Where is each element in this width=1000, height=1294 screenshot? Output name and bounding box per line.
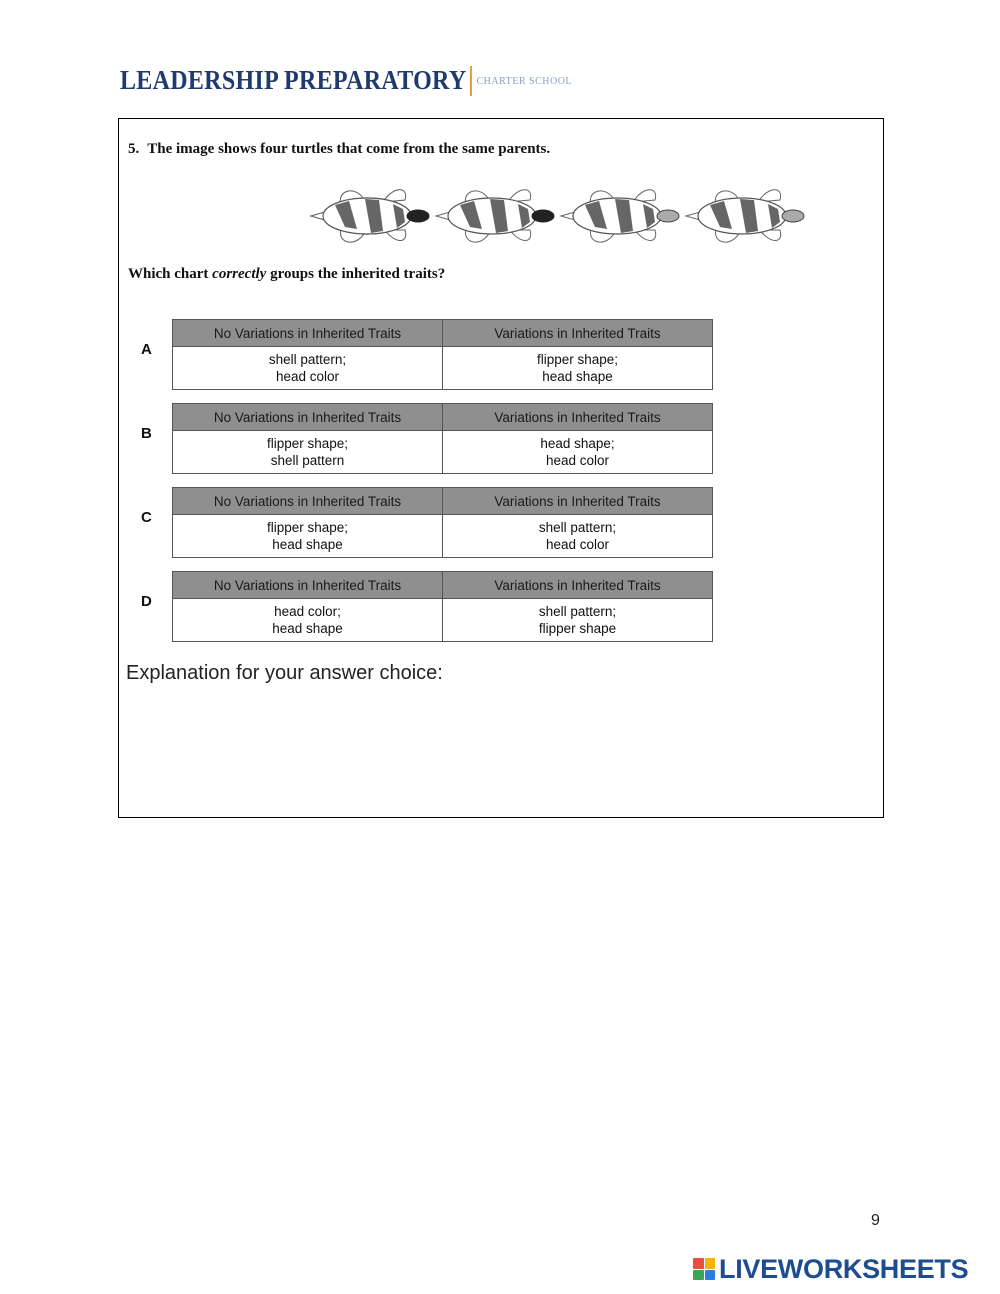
- trait-text: flipper shape;: [266, 436, 349, 451]
- trait-text: flipper shape;: [266, 520, 349, 535]
- no-variations-cell: [173, 515, 443, 558]
- variations-header: Variations in Inherited Traits: [443, 572, 713, 599]
- no-variations-cell: [173, 431, 443, 474]
- liveworksheets-logo-icon: [693, 1258, 715, 1280]
- trait-text: head color: [545, 537, 610, 552]
- no-variations-header: No Variations in Inherited Traits: [173, 488, 443, 515]
- trait-text: head shape;: [540, 436, 615, 451]
- turtle-4: [686, 190, 804, 242]
- option-table-d[interactable]: [172, 571, 713, 642]
- page-number: 9: [871, 1212, 880, 1229]
- school-subtitle: CHARTER SCHOOL: [476, 75, 573, 87]
- variations-cell: [443, 599, 713, 642]
- trait-text: head shape: [272, 537, 343, 552]
- question-number: 5.: [128, 141, 140, 157]
- trait-text: head color: [275, 369, 340, 384]
- prompt-text-end: groups the inherited traits?: [266, 266, 446, 282]
- trait-text: head shape: [542, 369, 613, 384]
- option-letter-b[interactable]: B: [141, 425, 152, 442]
- trait-text: flipper shape;: [536, 352, 619, 367]
- table-row: [173, 515, 713, 558]
- no-variations-cell: [173, 347, 443, 390]
- table-header-row: [173, 572, 713, 599]
- table-row: [173, 599, 713, 642]
- no-variations-header: No Variations in Inherited Traits: [173, 572, 443, 599]
- header-divider: [470, 66, 472, 96]
- table-header-row: [173, 320, 713, 347]
- variations-cell: [443, 515, 713, 558]
- table-header-row: [173, 404, 713, 431]
- option-table-a[interactable]: [172, 319, 713, 390]
- question-body: The image shows four turtles that come from the same parents.: [147, 141, 551, 157]
- trait-text: head color;: [274, 604, 341, 619]
- school-header: [120, 64, 572, 98]
- trait-text: shell pattern: [270, 453, 345, 468]
- question-prompt: [128, 266, 445, 283]
- option-table-b[interactable]: [172, 403, 713, 474]
- liveworksheets-brand: LIVEWORKSHEETS: [719, 1253, 969, 1284]
- no-variations-cell: [173, 599, 443, 642]
- table-row: [173, 431, 713, 474]
- prompt-text-start: Which chart: [128, 266, 213, 282]
- table-header-row: [173, 488, 713, 515]
- liveworksheets-logo[interactable]: [693, 1254, 968, 1284]
- option-letter-c[interactable]: C: [141, 509, 152, 526]
- variations-cell: [443, 431, 713, 474]
- trait-text: shell pattern;: [268, 352, 347, 367]
- turtles-illustration: [305, 180, 815, 252]
- trait-text: shell pattern;: [538, 520, 617, 535]
- option-letter-d[interactable]: D: [141, 593, 152, 610]
- school-name: LEADERSHIP PREPARATORY: [120, 65, 467, 96]
- question-text: [128, 141, 550, 158]
- no-variations-header: No Variations in Inherited Traits: [173, 320, 443, 347]
- turtle-3: [561, 190, 679, 242]
- variations-header: Variations in Inherited Traits: [443, 404, 713, 431]
- option-letter-a[interactable]: A: [141, 341, 152, 358]
- trait-text: head shape: [272, 621, 343, 636]
- no-variations-header: No Variations in Inherited Traits: [173, 404, 443, 431]
- trait-text: flipper shape: [538, 621, 617, 636]
- prompt-emphasis: correctly: [212, 266, 267, 282]
- variations-cell: [443, 347, 713, 390]
- variations-header: Variations in Inherited Traits: [443, 488, 713, 515]
- variations-header: Variations in Inherited Traits: [443, 320, 713, 347]
- turtle-1: [311, 190, 429, 242]
- explanation-label: Explanation for your answer choice:: [126, 662, 443, 684]
- table-row: [173, 347, 713, 390]
- turtle-2: [436, 190, 554, 242]
- trait-text: head color: [545, 453, 610, 468]
- option-table-c[interactable]: [172, 487, 713, 558]
- trait-text: shell pattern;: [538, 604, 617, 619]
